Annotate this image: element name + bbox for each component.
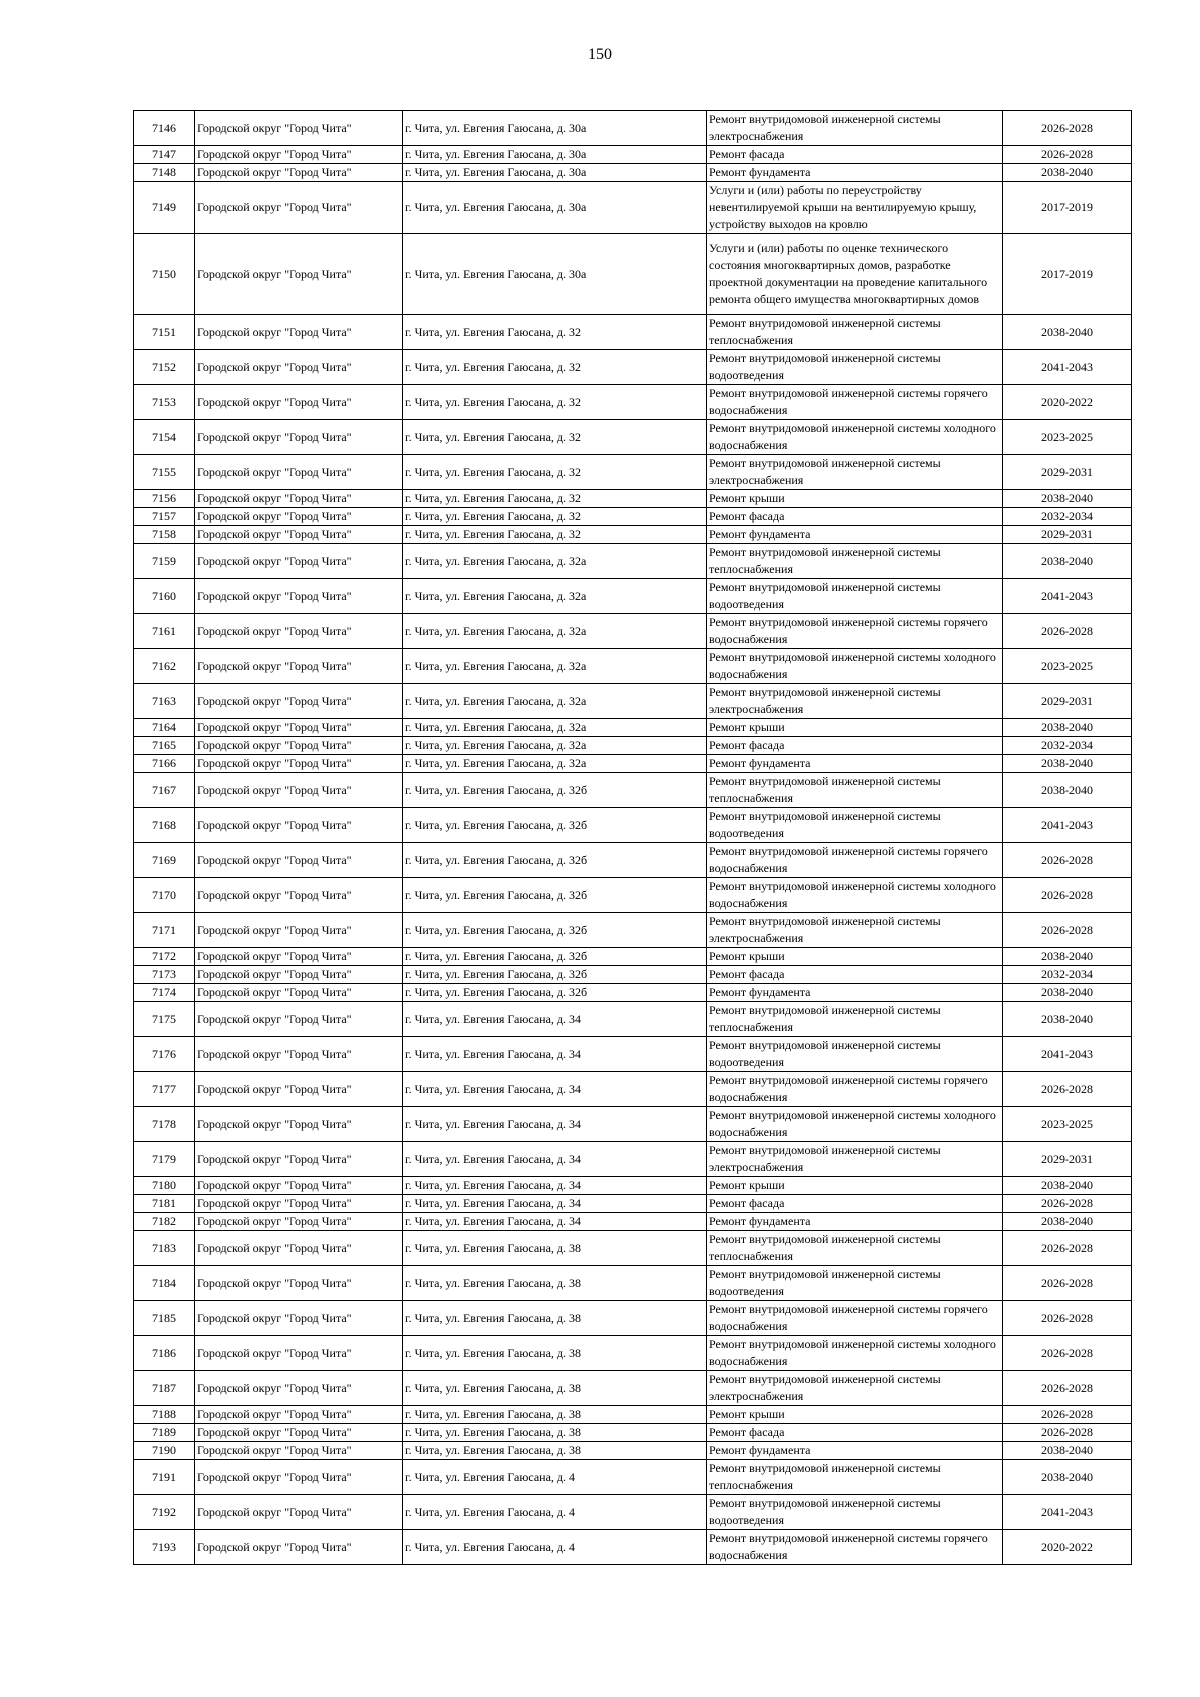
period-cell: 2038-2040: [1003, 544, 1132, 579]
municipality-cell: Городской округ "Город Чита": [195, 526, 403, 544]
address-cell: г. Чита, ул. Евгения Гаюсана, д. 32: [403, 490, 707, 508]
municipality-cell: Городской округ "Город Чита": [195, 1424, 403, 1442]
row-number: 7186: [134, 1336, 195, 1371]
address-cell: г. Чита, ул. Евгения Гаюсана, д. 34: [403, 1002, 707, 1037]
municipality-cell: Городской округ "Город Чита": [195, 579, 403, 614]
work-type-cell: Ремонт внутридомовой инженерной системы электроснабжения: [707, 455, 1003, 490]
row-number: 7163: [134, 684, 195, 719]
work-type-cell: Ремонт фундамента: [707, 755, 1003, 773]
period-cell: 2017-2019: [1003, 182, 1132, 234]
municipality-cell: Городской округ "Город Чита": [195, 808, 403, 843]
municipality-cell: Городской округ "Город Чита": [195, 1371, 403, 1406]
row-number: 7185: [134, 1301, 195, 1336]
municipality-cell: Городской округ "Город Чита": [195, 420, 403, 455]
work-type-cell: Ремонт внутридомовой инженерной системы холодного водоснабжения: [707, 420, 1003, 455]
address-cell: г. Чита, ул. Евгения Гаюсана, д. 30а: [403, 146, 707, 164]
municipality-cell: Городской округ "Город Чита": [195, 773, 403, 808]
table-row: [134, 966, 1132, 984]
municipality-cell: Городской округ "Город Чита": [195, 1213, 403, 1231]
table-row: [134, 1495, 1132, 1530]
address-cell: г. Чита, ул. Евгения Гаюсана, д. 38: [403, 1336, 707, 1371]
work-type-cell: Ремонт внутридомовой инженерной системы водоотведения: [707, 350, 1003, 385]
period-cell: 2041-2043: [1003, 1037, 1132, 1072]
period-cell: 2041-2043: [1003, 808, 1132, 843]
municipality-cell: Городской округ "Город Чита": [195, 1336, 403, 1371]
period-cell: 2038-2040: [1003, 948, 1132, 966]
work-type-cell: Ремонт внутридомовой инженерной системы теплоснабжения: [707, 315, 1003, 350]
municipality-cell: Городской округ "Город Чита": [195, 948, 403, 966]
period-cell: 2026-2028: [1003, 1406, 1132, 1424]
work-type-cell: Ремонт внутридомовой инженерной системы электроснабжения: [707, 684, 1003, 719]
period-cell: 2026-2028: [1003, 878, 1132, 913]
municipality-cell: Городской округ "Город Чита": [195, 913, 403, 948]
table-row: [134, 111, 1132, 146]
address-cell: г. Чита, ул. Евгения Гаюсана, д. 4: [403, 1495, 707, 1530]
work-type-cell: Ремонт внутридомовой инженерной системы холодного водоснабжения: [707, 878, 1003, 913]
period-cell: 2041-2043: [1003, 350, 1132, 385]
address-cell: г. Чита, ул. Евгения Гаюсана, д. 38: [403, 1266, 707, 1301]
row-number: 7192: [134, 1495, 195, 1530]
period-cell: 2026-2028: [1003, 1301, 1132, 1336]
row-number: 7166: [134, 755, 195, 773]
municipality-cell: Городской округ "Город Чита": [195, 1107, 403, 1142]
table-row: [134, 913, 1132, 948]
row-number: 7170: [134, 878, 195, 913]
table-row: [134, 455, 1132, 490]
address-cell: г. Чита, ул. Евгения Гаюсана, д. 4: [403, 1460, 707, 1495]
address-cell: г. Чита, ул. Евгения Гаюсана, д. 32: [403, 315, 707, 350]
address-cell: г. Чита, ул. Евгения Гаюсана, д. 38: [403, 1424, 707, 1442]
table-row: [134, 1371, 1132, 1406]
row-number: 7168: [134, 808, 195, 843]
work-type-cell: Ремонт фундамента: [707, 526, 1003, 544]
municipality-cell: Городской округ "Город Чита": [195, 1442, 403, 1460]
row-number: 7174: [134, 984, 195, 1002]
municipality-cell: Городской округ "Город Чита": [195, 146, 403, 164]
address-cell: г. Чита, ул. Евгения Гаюсана, д. 32а: [403, 755, 707, 773]
work-type-cell: Ремонт крыши: [707, 719, 1003, 737]
municipality-cell: Городской округ "Город Чита": [195, 1530, 403, 1565]
period-cell: 2038-2040: [1003, 490, 1132, 508]
period-cell: 2029-2031: [1003, 1142, 1132, 1177]
table-row: [134, 508, 1132, 526]
municipality-cell: Городской округ "Город Чита": [195, 843, 403, 878]
period-cell: 2038-2040: [1003, 1002, 1132, 1037]
address-cell: г. Чита, ул. Евгения Гаюсана, д. 32а: [403, 684, 707, 719]
address-cell: г. Чита, ул. Евгения Гаюсана, д. 32: [403, 385, 707, 420]
period-cell: 2038-2040: [1003, 1442, 1132, 1460]
row-number: 7171: [134, 913, 195, 948]
table-row: [134, 1107, 1132, 1142]
table-row: [134, 755, 1132, 773]
municipality-cell: Городской округ "Город Чита": [195, 878, 403, 913]
address-cell: г. Чита, ул. Евгения Гаюсана, д. 34: [403, 1195, 707, 1213]
work-type-cell: Ремонт внутридомовой инженерной системы теплоснабжения: [707, 1231, 1003, 1266]
work-type-cell: Ремонт фундамента: [707, 1442, 1003, 1460]
address-cell: г. Чита, ул. Евгения Гаюсана, д. 32б: [403, 878, 707, 913]
table-row: [134, 182, 1132, 234]
row-number: 7146: [134, 111, 195, 146]
row-number: 7181: [134, 1195, 195, 1213]
work-type-cell: Ремонт внутридомовой инженерной системы электроснабжения: [707, 1142, 1003, 1177]
address-cell: г. Чита, ул. Евгения Гаюсана, д. 30а: [403, 234, 707, 315]
table-row: [134, 350, 1132, 385]
municipality-cell: Городской округ "Город Чита": [195, 649, 403, 684]
row-number: 7147: [134, 146, 195, 164]
table-row: [134, 649, 1132, 684]
work-type-cell: Ремонт крыши: [707, 948, 1003, 966]
table-row: [134, 948, 1132, 966]
period-cell: 2020-2022: [1003, 1530, 1132, 1565]
row-number: 7169: [134, 843, 195, 878]
row-number: 7187: [134, 1371, 195, 1406]
period-cell: 2038-2040: [1003, 755, 1132, 773]
table-row: [134, 1177, 1132, 1195]
municipality-cell: Городской округ "Город Чита": [195, 1266, 403, 1301]
page-number: 150: [588, 46, 612, 63]
work-type-cell: Ремонт внутридомовой инженерной системы теплоснабжения: [707, 1460, 1003, 1495]
municipality-cell: Городской округ "Город Чита": [195, 737, 403, 755]
period-cell: 2032-2034: [1003, 966, 1132, 984]
period-cell: 2041-2043: [1003, 1495, 1132, 1530]
row-number: 7160: [134, 579, 195, 614]
municipality-cell: Городской округ "Город Чита": [195, 1406, 403, 1424]
address-cell: г. Чита, ул. Евгения Гаюсана, д. 32а: [403, 614, 707, 649]
address-cell: г. Чита, ул. Евгения Гаюсана, д. 38: [403, 1371, 707, 1406]
period-cell: 2041-2043: [1003, 579, 1132, 614]
row-number: 7189: [134, 1424, 195, 1442]
work-type-cell: Ремонт фасада: [707, 1195, 1003, 1213]
work-type-cell: Ремонт внутридомовой инженерной системы горячего водоснабжения: [707, 1301, 1003, 1336]
work-type-cell: Ремонт внутридомовой инженерной системы горячего водоснабжения: [707, 385, 1003, 420]
table-row: [134, 164, 1132, 182]
table-row: [134, 1037, 1132, 1072]
period-cell: 2038-2040: [1003, 984, 1132, 1002]
municipality-cell: Городской округ "Город Чита": [195, 385, 403, 420]
row-number: 7188: [134, 1406, 195, 1424]
row-number: 7149: [134, 182, 195, 234]
period-cell: 2026-2028: [1003, 843, 1132, 878]
row-number: 7165: [134, 737, 195, 755]
address-cell: г. Чита, ул. Евгения Гаюсана, д. 32а: [403, 544, 707, 579]
work-type-cell: Ремонт внутридомовой инженерной системы теплоснабжения: [707, 1002, 1003, 1037]
period-cell: 2038-2040: [1003, 1213, 1132, 1231]
address-cell: г. Чита, ул. Евгения Гаюсана, д. 34: [403, 1072, 707, 1107]
table-row: [134, 1266, 1132, 1301]
work-type-cell: Ремонт внутридомовой инженерной системы электроснабжения: [707, 111, 1003, 146]
table-row: [134, 420, 1132, 455]
work-type-cell: Ремонт фасада: [707, 146, 1003, 164]
row-number: 7162: [134, 649, 195, 684]
work-type-cell: Ремонт внутридомовой инженерной системы холодного водоснабжения: [707, 1336, 1003, 1371]
row-number: 7191: [134, 1460, 195, 1495]
repair-schedule-table: [133, 110, 1132, 1565]
work-type-cell: Ремонт фасада: [707, 508, 1003, 526]
address-cell: г. Чита, ул. Евгения Гаюсана, д. 30а: [403, 182, 707, 234]
municipality-cell: Городской округ "Город Чита": [195, 164, 403, 182]
table-row: [134, 490, 1132, 508]
table-row: [134, 526, 1132, 544]
municipality-cell: Городской округ "Город Чита": [195, 1142, 403, 1177]
table-row: [134, 234, 1132, 315]
period-cell: 2026-2028: [1003, 1424, 1132, 1442]
table-row: [134, 808, 1132, 843]
period-cell: 2032-2034: [1003, 737, 1132, 755]
row-number: 7190: [134, 1442, 195, 1460]
municipality-cell: Городской округ "Город Чита": [195, 684, 403, 719]
table-row: [134, 315, 1132, 350]
table-row: [134, 843, 1132, 878]
address-cell: г. Чита, ул. Евгения Гаюсана, д. 32а: [403, 649, 707, 684]
row-number: 7153: [134, 385, 195, 420]
address-cell: г. Чита, ул. Евгения Гаюсана, д. 38: [403, 1442, 707, 1460]
period-cell: 2038-2040: [1003, 1460, 1132, 1495]
row-number: 7155: [134, 455, 195, 490]
municipality-cell: Городской округ "Город Чита": [195, 1495, 403, 1530]
row-number: 7159: [134, 544, 195, 579]
row-number: 7167: [134, 773, 195, 808]
table-row: [134, 719, 1132, 737]
table-row: [134, 1213, 1132, 1231]
row-number: 7173: [134, 966, 195, 984]
period-cell: 2029-2031: [1003, 455, 1132, 490]
address-cell: г. Чита, ул. Евгения Гаюсана, д. 32б: [403, 984, 707, 1002]
table-row: [134, 1442, 1132, 1460]
table-row: [134, 1301, 1132, 1336]
address-cell: г. Чита, ул. Евгения Гаюсана, д. 34: [403, 1107, 707, 1142]
address-cell: г. Чита, ул. Евгения Гаюсана, д. 32б: [403, 773, 707, 808]
address-cell: г. Чита, ул. Евгения Гаюсана, д. 32: [403, 526, 707, 544]
address-cell: г. Чита, ул. Евгения Гаюсана, д. 30а: [403, 111, 707, 146]
table-row: [134, 1142, 1132, 1177]
municipality-cell: Городской округ "Город Чита": [195, 544, 403, 579]
municipality-cell: Городской округ "Город Чита": [195, 508, 403, 526]
table-row: [134, 984, 1132, 1002]
address-cell: г. Чита, ул. Евгения Гаюсана, д. 4: [403, 1530, 707, 1565]
row-number: 7193: [134, 1530, 195, 1565]
work-type-cell: Ремонт внутридомовой инженерной системы электроснабжения: [707, 1371, 1003, 1406]
row-number: 7172: [134, 948, 195, 966]
period-cell: 2026-2028: [1003, 1072, 1132, 1107]
work-type-cell: Ремонт внутридомовой инженерной системы горячего водоснабжения: [707, 614, 1003, 649]
row-number: 7175: [134, 1002, 195, 1037]
municipality-cell: Городской округ "Город Чита": [195, 614, 403, 649]
address-cell: г. Чита, ул. Евгения Гаюсана, д. 32: [403, 508, 707, 526]
municipality-cell: Городской округ "Город Чита": [195, 350, 403, 385]
work-type-cell: Ремонт внутридомовой инженерной системы водоотведения: [707, 1037, 1003, 1072]
address-cell: г. Чита, ул. Евгения Гаюсана, д. 32б: [403, 843, 707, 878]
row-number: 7176: [134, 1037, 195, 1072]
address-cell: г. Чита, ул. Евгения Гаюсана, д. 34: [403, 1142, 707, 1177]
table-row: [134, 385, 1132, 420]
period-cell: 2023-2025: [1003, 649, 1132, 684]
municipality-cell: Городской округ "Город Чита": [195, 1177, 403, 1195]
row-number: 7183: [134, 1231, 195, 1266]
address-cell: г. Чита, ул. Евгения Гаюсана, д. 32а: [403, 737, 707, 755]
work-type-cell: Ремонт внутридомовой инженерной системы водоотведения: [707, 808, 1003, 843]
table-row: [134, 579, 1132, 614]
municipality-cell: Городской округ "Город Чита": [195, 1231, 403, 1266]
address-cell: г. Чита, ул. Евгения Гаюсана, д. 32б: [403, 948, 707, 966]
address-cell: г. Чита, ул. Евгения Гаюсана, д. 34: [403, 1037, 707, 1072]
table-body: [134, 111, 1132, 1565]
municipality-cell: Городской округ "Город Чита": [195, 315, 403, 350]
table-row: [134, 1002, 1132, 1037]
row-number: 7178: [134, 1107, 195, 1142]
work-type-cell: Ремонт внутридомовой инженерной системы электроснабжения: [707, 913, 1003, 948]
municipality-cell: Городской округ "Город Чита": [195, 111, 403, 146]
period-cell: 2029-2031: [1003, 526, 1132, 544]
work-type-cell: Услуги и (или) работы по оценке технического состояния многоквартирных домов, разработке проектной документации на проведение капитального ремонта общего имущества многоквартирных домов: [707, 234, 1003, 315]
period-cell: 2038-2040: [1003, 164, 1132, 182]
work-type-cell: Ремонт фасада: [707, 737, 1003, 755]
row-number: 7184: [134, 1266, 195, 1301]
table-row: [134, 1530, 1132, 1565]
period-cell: 2023-2025: [1003, 420, 1132, 455]
work-type-cell: Ремонт фасада: [707, 1424, 1003, 1442]
address-cell: г. Чита, ул. Евгения Гаюсана, д. 34: [403, 1177, 707, 1195]
table-row: [134, 878, 1132, 913]
row-number: 7161: [134, 614, 195, 649]
municipality-cell: Городской округ "Город Чита": [195, 1002, 403, 1037]
work-type-cell: Ремонт крыши: [707, 490, 1003, 508]
municipality-cell: Городской округ "Город Чита": [195, 182, 403, 234]
municipality-cell: Городской округ "Город Чита": [195, 490, 403, 508]
municipality-cell: Городской округ "Город Чита": [195, 234, 403, 315]
work-type-cell: Ремонт фундамента: [707, 984, 1003, 1002]
address-cell: г. Чита, ул. Евгения Гаюсана, д. 32б: [403, 913, 707, 948]
period-cell: 2026-2028: [1003, 146, 1132, 164]
municipality-cell: Городской округ "Город Чита": [195, 1072, 403, 1107]
table-row: [134, 146, 1132, 164]
row-number: 7177: [134, 1072, 195, 1107]
work-type-cell: Ремонт крыши: [707, 1177, 1003, 1195]
work-type-cell: Ремонт фасада: [707, 966, 1003, 984]
work-type-cell: Ремонт внутридомовой инженерной системы теплоснабжения: [707, 773, 1003, 808]
work-type-cell: Ремонт внутридомовой инженерной системы горячего водоснабжения: [707, 1072, 1003, 1107]
period-cell: 2038-2040: [1003, 315, 1132, 350]
address-cell: г. Чита, ул. Евгения Гаюсана, д. 32б: [403, 966, 707, 984]
municipality-cell: Городской округ "Город Чита": [195, 1037, 403, 1072]
row-number: 7182: [134, 1213, 195, 1231]
address-cell: г. Чита, ул. Евгения Гаюсана, д. 38: [403, 1406, 707, 1424]
work-type-cell: Ремонт внутридомовой инженерной системы водоотведения: [707, 579, 1003, 614]
work-type-cell: Ремонт внутридомовой инженерной системы водоотведения: [707, 1495, 1003, 1530]
table-row: [134, 684, 1132, 719]
row-number: 7158: [134, 526, 195, 544]
table-row: [134, 737, 1132, 755]
address-cell: г. Чита, ул. Евгения Гаюсана, д. 34: [403, 1213, 707, 1231]
table-row: [134, 1424, 1132, 1442]
period-cell: 2038-2040: [1003, 1177, 1132, 1195]
period-cell: 2026-2028: [1003, 1231, 1132, 1266]
table-row: [134, 1072, 1132, 1107]
municipality-cell: Городской округ "Город Чита": [195, 755, 403, 773]
work-type-cell: Ремонт фундамента: [707, 164, 1003, 182]
address-cell: г. Чита, ул. Евгения Гаюсана, д. 32: [403, 420, 707, 455]
row-number: 7154: [134, 420, 195, 455]
row-number: 7180: [134, 1177, 195, 1195]
row-number: 7152: [134, 350, 195, 385]
address-cell: г. Чита, ул. Евгения Гаюсана, д. 38: [403, 1301, 707, 1336]
municipality-cell: Городской округ "Город Чита": [195, 455, 403, 490]
period-cell: 2026-2028: [1003, 1371, 1132, 1406]
row-number: 7157: [134, 508, 195, 526]
period-cell: 2026-2028: [1003, 913, 1132, 948]
address-cell: г. Чита, ул. Евгения Гаюсана, д. 32а: [403, 719, 707, 737]
table-row: [134, 544, 1132, 579]
period-cell: 2038-2040: [1003, 773, 1132, 808]
municipality-cell: Городской округ "Город Чита": [195, 1195, 403, 1213]
period-cell: 2023-2025: [1003, 1107, 1132, 1142]
table-row: [134, 1195, 1132, 1213]
address-cell: г. Чита, ул. Евгения Гаюсана, д. 32: [403, 455, 707, 490]
period-cell: 2026-2028: [1003, 614, 1132, 649]
work-type-cell: Ремонт внутридомовой инженерной системы холодного водоснабжения: [707, 649, 1003, 684]
period-cell: 2026-2028: [1003, 1336, 1132, 1371]
address-cell: г. Чита, ул. Евгения Гаюсана, д. 32а: [403, 579, 707, 614]
work-type-cell: Ремонт внутридомовой инженерной системы водоотведения: [707, 1266, 1003, 1301]
period-cell: 2032-2034: [1003, 508, 1132, 526]
work-type-cell: Услуги и (или) работы по переустройству невентилируемой крыши на вентилируемую крышу, устройству выходов на кровлю: [707, 182, 1003, 234]
row-number: 7156: [134, 490, 195, 508]
work-type-cell: Ремонт крыши: [707, 1406, 1003, 1424]
municipality-cell: Городской округ "Город Чита": [195, 1301, 403, 1336]
municipality-cell: Городской округ "Город Чита": [195, 984, 403, 1002]
work-type-cell: Ремонт внутридомовой инженерной системы горячего водоснабжения: [707, 843, 1003, 878]
table-row: [134, 1336, 1132, 1371]
address-cell: г. Чита, ул. Евгения Гаюсана, д. 32: [403, 350, 707, 385]
work-type-cell: Ремонт внутридомовой инженерной системы холодного водоснабжения: [707, 1107, 1003, 1142]
period-cell: 2017-2019: [1003, 234, 1132, 315]
address-cell: г. Чита, ул. Евгения Гаюсана, д. 30а: [403, 164, 707, 182]
municipality-cell: Городской округ "Город Чита": [195, 1460, 403, 1495]
row-number: 7151: [134, 315, 195, 350]
municipality-cell: Городской округ "Город Чита": [195, 719, 403, 737]
work-type-cell: Ремонт внутридомовой инженерной системы горячего водоснабжения: [707, 1530, 1003, 1565]
municipality-cell: Городской округ "Город Чита": [195, 966, 403, 984]
row-number: 7150: [134, 234, 195, 315]
row-number: 7179: [134, 1142, 195, 1177]
address-cell: г. Чита, ул. Евгения Гаюсана, д. 38: [403, 1231, 707, 1266]
table-row: [134, 1460, 1132, 1495]
work-type-cell: Ремонт внутридомовой инженерной системы теплоснабжения: [707, 544, 1003, 579]
period-cell: 2026-2028: [1003, 1195, 1132, 1213]
period-cell: 2026-2028: [1003, 111, 1132, 146]
period-cell: 2020-2022: [1003, 385, 1132, 420]
period-cell: 2029-2031: [1003, 684, 1132, 719]
work-type-cell: Ремонт фундамента: [707, 1213, 1003, 1231]
row-number: 7148: [134, 164, 195, 182]
table-row: [134, 773, 1132, 808]
row-number: 7164: [134, 719, 195, 737]
address-cell: г. Чита, ул. Евгения Гаюсана, д. 32б: [403, 808, 707, 843]
period-cell: 2038-2040: [1003, 719, 1132, 737]
table-row: [134, 614, 1132, 649]
table-row: [134, 1406, 1132, 1424]
period-cell: 2026-2028: [1003, 1266, 1132, 1301]
table-row: [134, 1231, 1132, 1266]
